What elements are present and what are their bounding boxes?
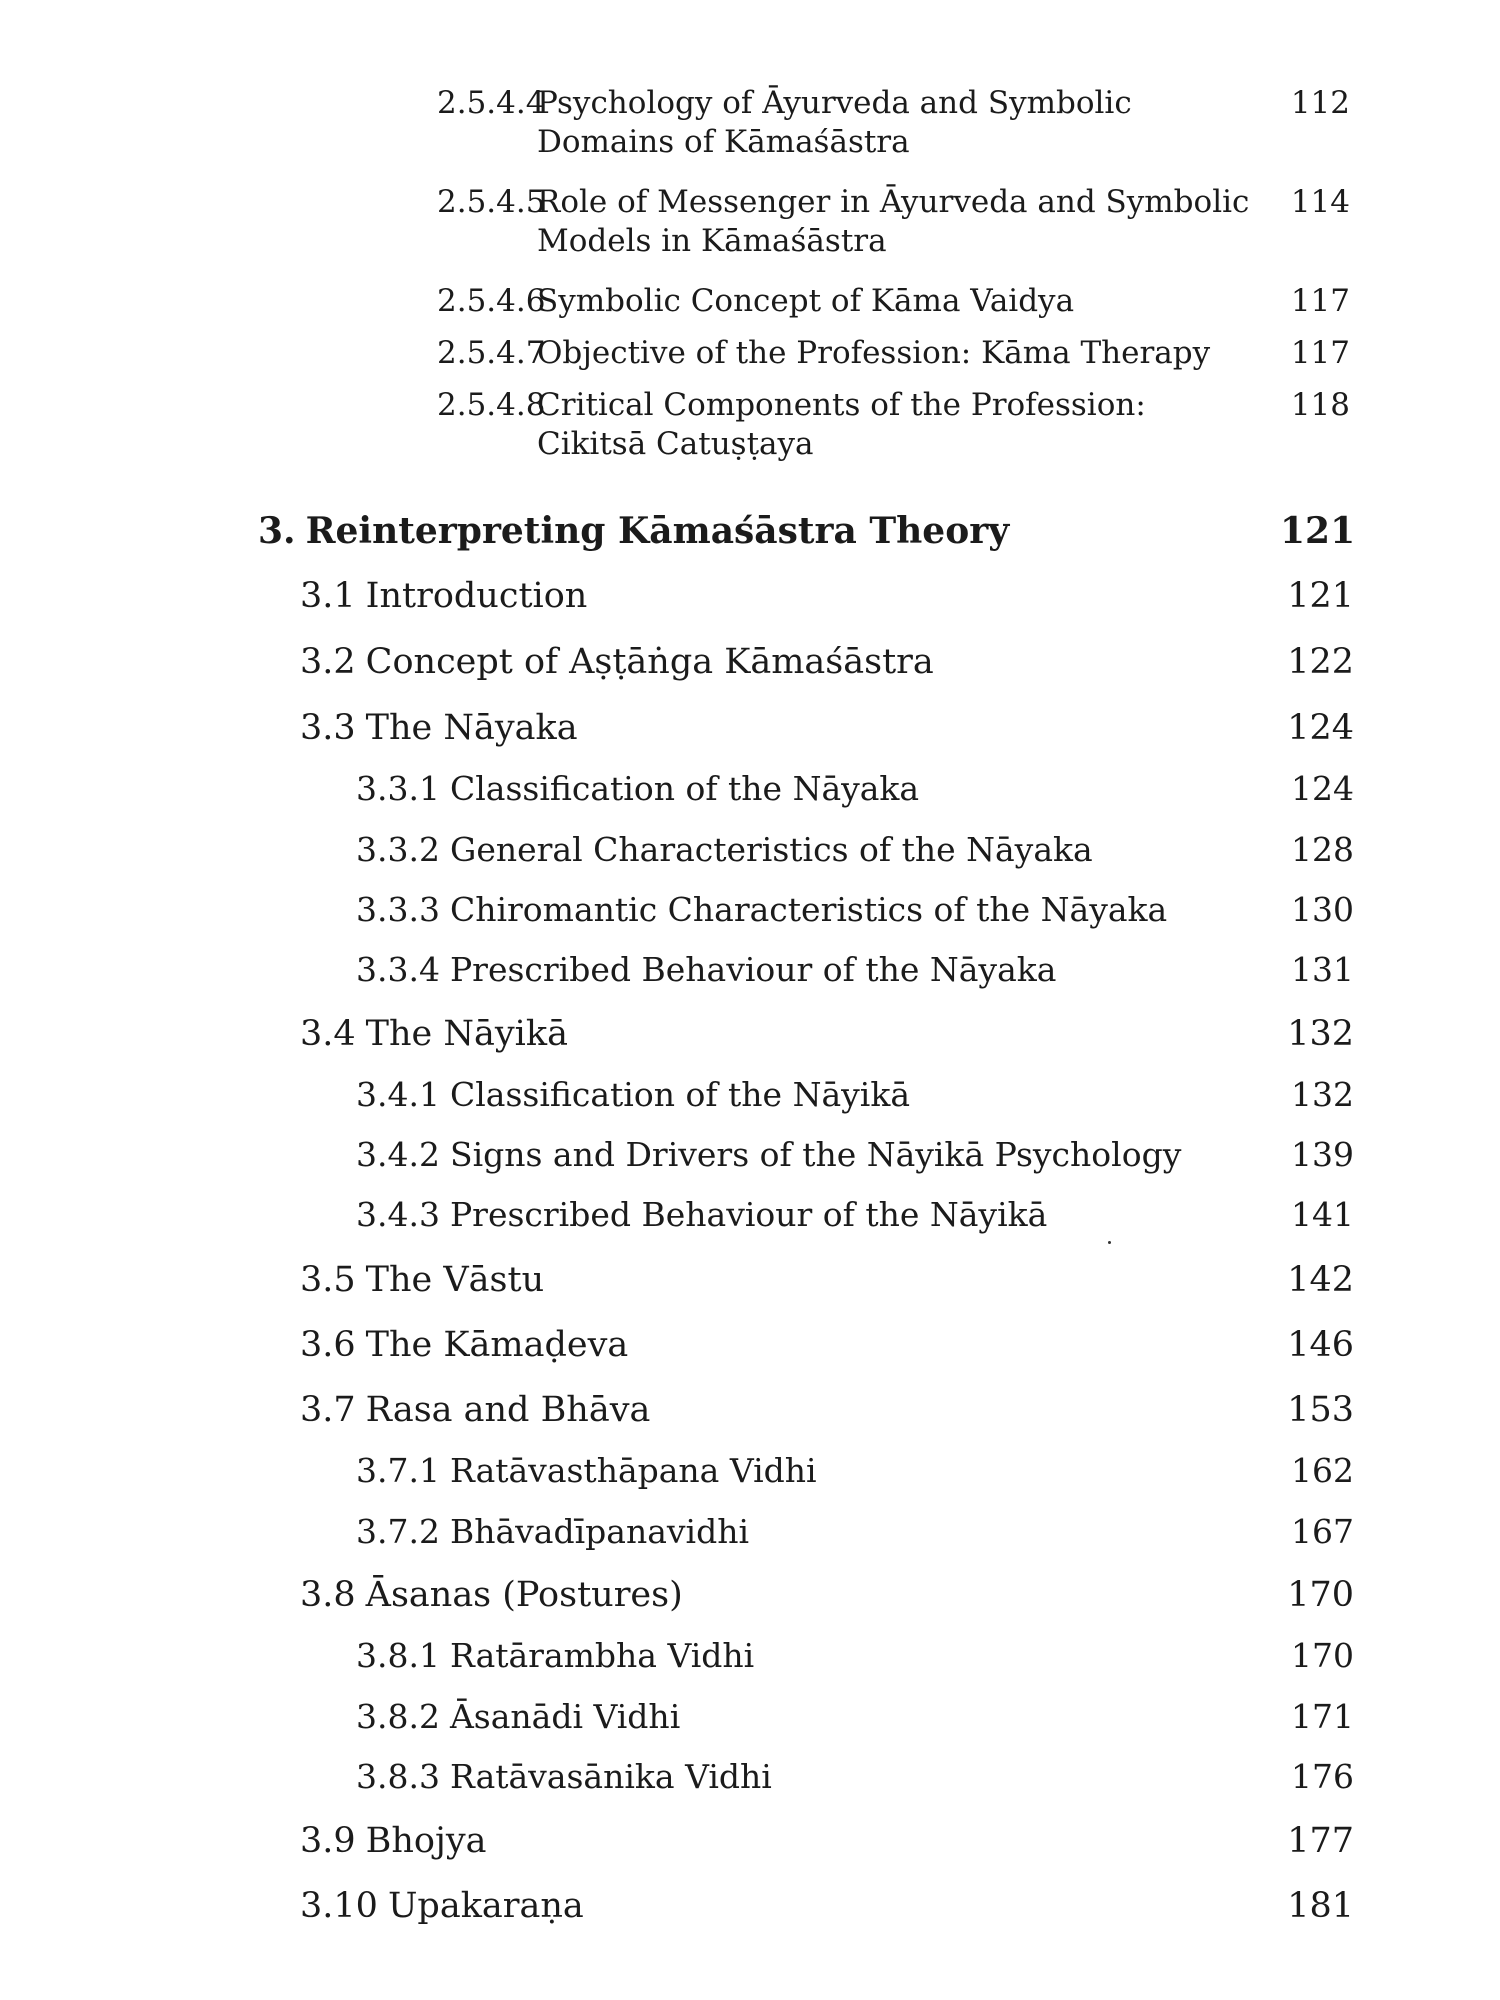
entry-title: The Nāyaka (365, 708, 578, 748)
entry-number: 3.7 (300, 1390, 356, 1430)
entry-number: 2.5.4.4 (437, 85, 546, 121)
entry-page: 132 (1291, 1075, 1354, 1114)
entry-page: 112 (1290, 85, 1350, 121)
entry-page: 142 (1287, 1260, 1354, 1300)
toc-entry-3-8-1 (356, 1635, 1354, 1676)
entry-title: Āsanādi Vidhi (449, 1697, 681, 1736)
entry-number: 3.5 (300, 1260, 356, 1300)
entry-number: 3.4.1 (356, 1075, 440, 1114)
entry-page: 153 (1287, 1390, 1354, 1430)
toc-entry-3-4-3 (356, 1194, 1354, 1235)
entry-page: 176 (1291, 1757, 1354, 1796)
entry-title: Ratāvasānika Vidhi (449, 1757, 772, 1796)
toc-entry-3-9 (300, 1820, 1354, 1864)
entry-page: 130 (1291, 890, 1354, 929)
entry-number: 2.5.4.5 (437, 184, 546, 220)
toc-entry-3-7-2 (356, 1511, 1354, 1552)
toc-entry-3-3-2 (356, 829, 1354, 870)
toc-entry-3-8-3 (356, 1756, 1354, 1797)
toc-entry-3-4 (300, 1013, 1354, 1057)
entry-number: 3.8 (300, 1575, 356, 1615)
toc-entry-3-3 (300, 707, 1354, 751)
entry-page: 177 (1287, 1821, 1354, 1861)
entry-page: 132 (1287, 1014, 1354, 1054)
entry-page: 124 (1291, 769, 1354, 808)
entry-number: 3.4.2 (356, 1135, 440, 1174)
entry-number: 3.1 (300, 576, 356, 616)
toc-entry-2-5-4-6 (437, 282, 1350, 321)
entry-title: The Vāstu (365, 1260, 545, 1300)
entry-number: 3.3.2 (356, 830, 440, 869)
entry-page: 171 (1291, 1697, 1354, 1736)
toc-entry-3-3-4 (356, 949, 1354, 990)
entry-number: 3.3.4 (356, 950, 440, 989)
entry-number: 3.8.2 (356, 1697, 440, 1736)
entry-page: 146 (1287, 1325, 1354, 1365)
toc-chapter-3 (258, 509, 1356, 554)
entry-title: Classification of the Nāyikā (449, 1075, 910, 1114)
entry-page: 131 (1291, 950, 1354, 989)
entry-title: Rasa and Bhāva (365, 1390, 651, 1430)
entry-title: Ratārambha Vidhi (449, 1636, 755, 1675)
entry-title: Chiromantic Characteristics of the Nāyaka (449, 890, 1168, 929)
entry-page: 170 (1287, 1575, 1354, 1615)
entry-number: 3.7.2 (356, 1512, 440, 1551)
entry-page: 124 (1287, 708, 1354, 748)
toc-entry-3-6 (300, 1324, 1354, 1368)
toc-entry-3-8 (300, 1574, 1354, 1618)
entry-number: 3.10 (300, 1886, 378, 1926)
entry-title: The Kāmaḍeva (365, 1325, 629, 1365)
entry-number: 3.3 (300, 708, 356, 748)
entry-title: Concept of Aṣṭāṅga Kāmaśāstra (365, 642, 934, 682)
toc-entry-2-5-4-4 (437, 84, 1350, 162)
entry-number: 3.4.3 (356, 1195, 440, 1234)
toc-entry-2-5-4-7 (437, 334, 1350, 373)
entry-title: Symbolic Concept of Kāma Vaidya (537, 283, 1075, 319)
entry-title: Bhāvadīpanavidhi (449, 1512, 749, 1551)
toc-entry-3-5 (300, 1259, 1354, 1303)
print-speck (1108, 1241, 1111, 1244)
entry-title: Objective of the Profession: Kāma Therapy (537, 335, 1211, 371)
entry-title: The Nāyikā (365, 1014, 568, 1054)
toc-entry-3-2 (300, 641, 1354, 685)
entry-page: 170 (1291, 1636, 1354, 1675)
entry-title: Bhojya (365, 1821, 487, 1861)
entry-page: 114 (1290, 184, 1350, 220)
toc-entry-3-7-1 (356, 1450, 1354, 1491)
toc-entry-3-4-1 (356, 1074, 1354, 1115)
entry-page: 167 (1291, 1512, 1354, 1551)
entry-page: 181 (1287, 1886, 1354, 1926)
chapter-number: 3. (258, 510, 296, 552)
toc-entry-3-7 (300, 1389, 1354, 1433)
entry-number: 3.8.3 (356, 1757, 440, 1796)
entry-title: Psychology of Āyurveda and Symbolic Domains of Kāmaśāstra (537, 85, 1132, 160)
toc-entry-3-10 (300, 1885, 1354, 1929)
entry-title: Introduction (365, 576, 588, 616)
entry-title: Āsanas (Postures) (365, 1575, 683, 1615)
entry-title: Classification of the Nāyaka (449, 769, 920, 808)
toc-entry-3-4-2 (356, 1134, 1354, 1175)
entry-title: General Characteristics of the Nāyaka (449, 830, 1093, 869)
entry-number: 3.3.1 (356, 769, 440, 808)
entry-title: Upakaraṇa (387, 1886, 584, 1926)
entry-number: 3.4 (300, 1014, 356, 1054)
chapter-page: 121 (1280, 510, 1356, 552)
entry-title: Prescribed Behaviour of the Nāyikā (449, 1195, 1048, 1234)
entry-page: 139 (1291, 1135, 1354, 1174)
toc-entry-3-8-2 (356, 1696, 1354, 1737)
entry-number: 3.7.1 (356, 1451, 440, 1490)
entry-title: Ratāvasthāpana Vidhi (449, 1451, 817, 1490)
entry-number: 3.9 (300, 1821, 356, 1861)
toc-entry-3-3-3 (356, 889, 1354, 930)
entry-page: 117 (1290, 335, 1350, 371)
chapter-title: Reinterpreting Kāmaśāstra Theory (305, 510, 1010, 552)
entry-page: 141 (1291, 1195, 1354, 1234)
toc-entry-2-5-4-5 (437, 183, 1350, 261)
entry-number: 3.8.1 (356, 1636, 440, 1675)
entry-page: 118 (1290, 387, 1350, 423)
entry-page: 117 (1290, 283, 1350, 319)
entry-number: 3.3.3 (356, 890, 440, 929)
entry-page: 162 (1291, 1451, 1354, 1490)
entry-page: 121 (1287, 576, 1354, 616)
entry-page: 122 (1287, 642, 1354, 682)
entry-title: Role of Messenger in Āyurveda and Symbolic Models in Kāmaśāstra (537, 184, 1250, 259)
entry-title: Signs and Drivers of the Nāyikā Psychology (449, 1135, 1182, 1174)
entry-number: 3.6 (300, 1325, 356, 1365)
entry-number: 2.5.4.6 (437, 283, 546, 319)
entry-page: 128 (1291, 830, 1354, 869)
entry-title: Critical Components of the Profession: Cikitsā Catuṣṭaya (537, 387, 1146, 462)
entry-number: 2.5.4.8 (437, 387, 546, 423)
entry-title: Prescribed Behaviour of the Nāyaka (449, 950, 1057, 989)
toc-entry-3-1 (300, 575, 1354, 619)
toc-entry-3-3-1 (356, 768, 1354, 809)
toc-entry-2-5-4-8 (437, 386, 1350, 464)
entry-number: 2.5.4.7 (437, 335, 546, 371)
entry-number: 3.2 (300, 642, 356, 682)
